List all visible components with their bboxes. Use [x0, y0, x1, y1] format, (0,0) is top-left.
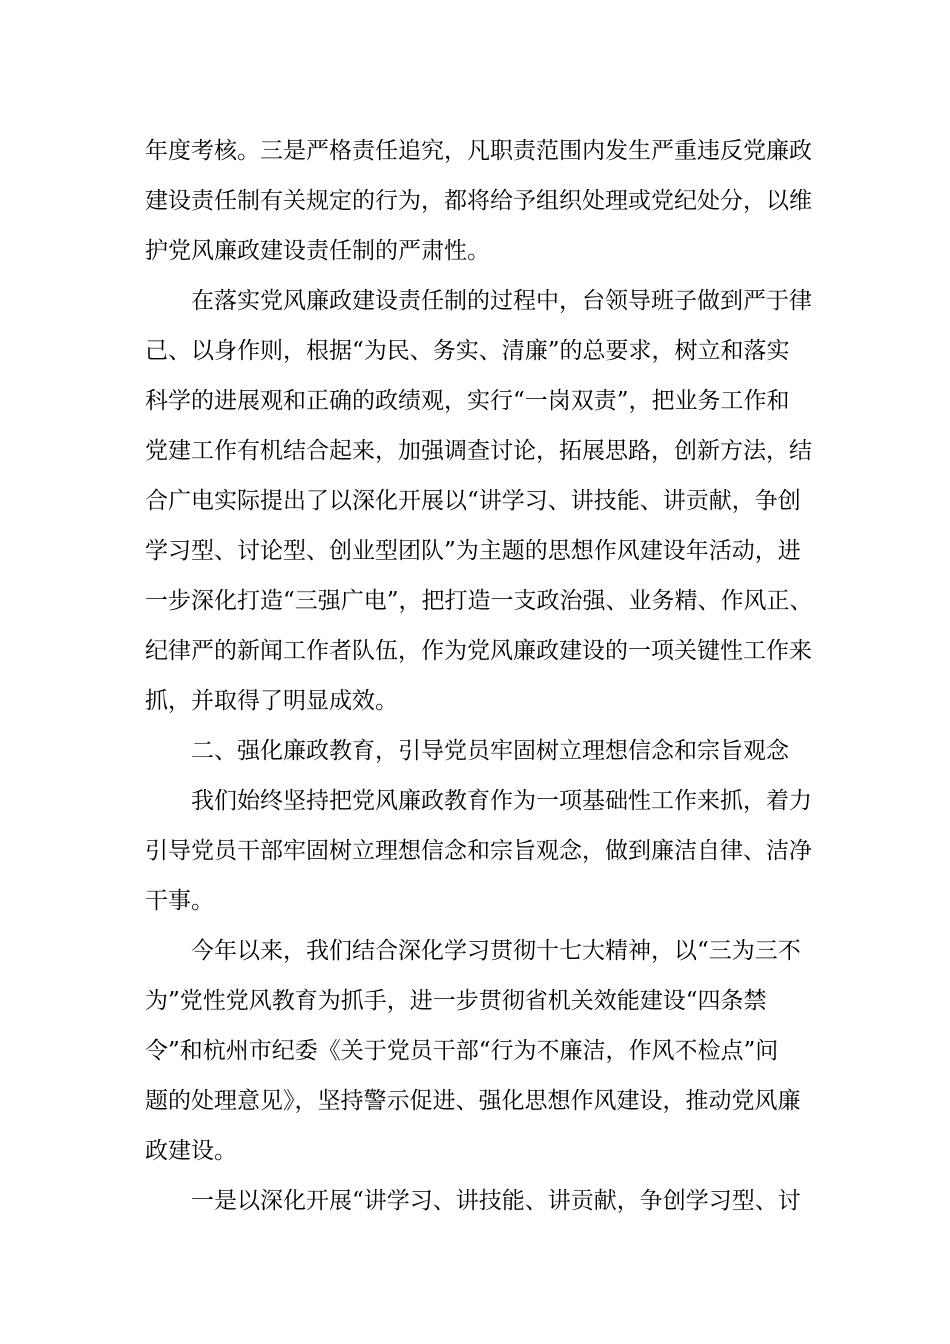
text-line: 党建工作有机结合起来，加强调查讨论，拓展思路，创新方法，结 [145, 438, 812, 464]
text-line: 一步深化打造“三强广电”，把打造一支政治强、业务精、作风正、 [145, 588, 813, 614]
text-line: 令”和杭州市纪委《关于党员干部“行为不廉洁，作风不检点”问 [145, 1038, 779, 1064]
text-line: 纪律严的新闻工作者队伍，作为党风廉政建设的一项关键性工作来 [145, 638, 812, 664]
text-line: 己、以身作则，根据“为民、务实、清廉”的总要求，树立和落实 [145, 338, 790, 364]
paragraph-first-line: 我们始终坚持把党风廉政教育作为一项基础性工作来抓，着力 [191, 788, 812, 814]
text-line: 题的处理意见》，坚持警示促进、强化思想作风建设，推动党风廉 [145, 1088, 801, 1114]
text-line: 科学的进展观和正确的政绩观，实行“一岗双责”，把业务工作和 [145, 388, 790, 414]
text-line: 年度考核。三是严格责任追究，凡职责范围内发生严重违反党廉政 [145, 138, 812, 164]
text-line: 干事。 [145, 888, 214, 914]
text-line: 合广电实际提出了以深化开展以“讲学习、讲技能、讲贡献，争创 [145, 488, 801, 514]
text-line: 为”党性党风教育为抓手，进一步贯彻省机关效能建设“四条禁 [145, 988, 767, 1014]
text-line: 政建设。 [145, 1138, 237, 1164]
section-heading: 二、强化廉政教育，引导党员牢固树立理想信念和宗旨观念 [191, 738, 789, 764]
text-line: 引导党员干部牢固树立理想信念和宗旨观念，做到廉洁自律、洁净 [145, 838, 812, 864]
paragraph-first-line: 今年以来，我们结合深化学习贯彻十七大精神，以“三为三不 [191, 938, 801, 964]
text-line: 护党风廉政建设责任制的严肃性。 [145, 238, 490, 264]
paragraph-first-line: 一是以深化开展“讲学习、讲技能、讲贡献，争创学习型、讨 [191, 1188, 801, 1214]
paragraph-first-line: 在落实党风廉政建设责任制的过程中，台领导班子做到严于律 [191, 288, 812, 314]
text-line: 抓，并取得了明显成效。 [145, 688, 398, 714]
text-line: 学习型、讨论型、创业型团队”为主题的思想作风建设年活动，进 [145, 538, 801, 564]
text-line: 建设责任制有关规定的行为，都将给予组织处理或党纪处分，以维 [145, 188, 812, 214]
